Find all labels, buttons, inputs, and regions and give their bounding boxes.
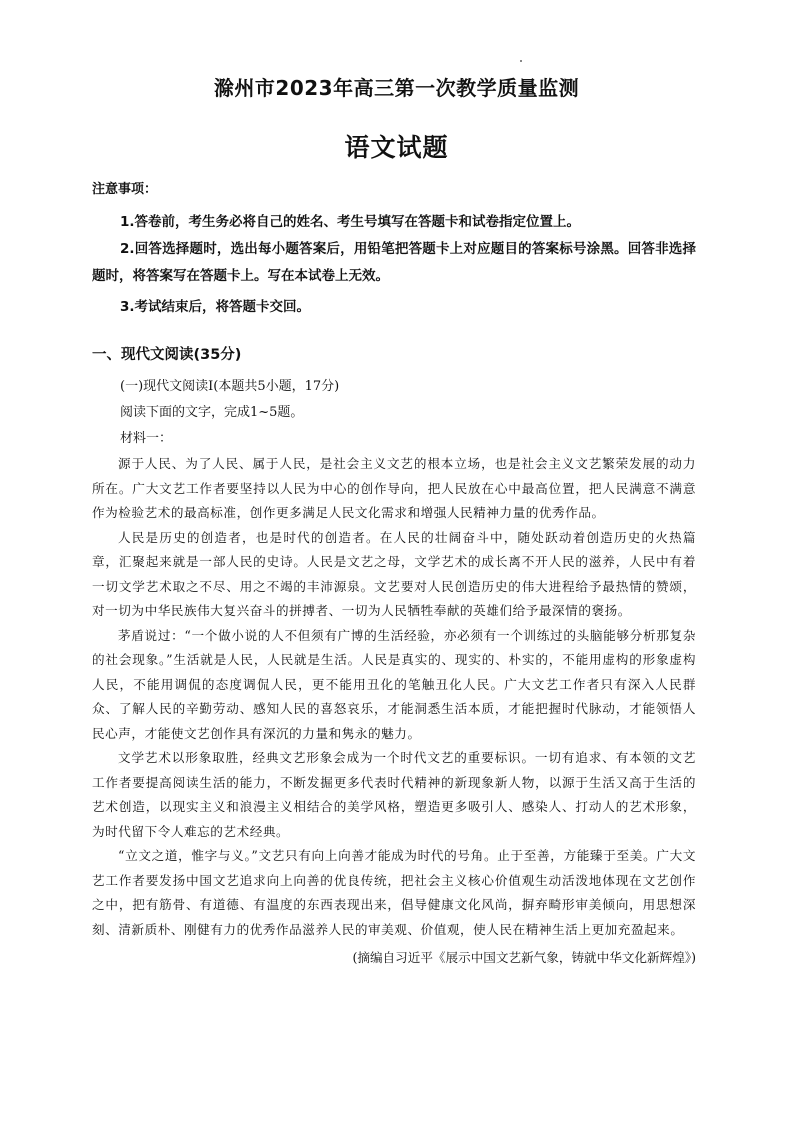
- notice-item: 1.答卷前，考生务必将自己的姓名、考生号填写在答题卡和试卷指定位置上。: [120, 214, 581, 230]
- material-paragraph: 源于人民、为了人民、属于人民，是社会主义文艺的根本立场，也是社会主义文艺繁荣发展的动力所在。广大文艺工作者要坚持以人民为中心的创作导向，把人民放在心中最高位置，把人民满意不满意作为检验艺术的最高标准，创作更多满足人民文化需求和增强人民精神力量的优秀作品。: [92, 456, 696, 520]
- material-paragraph: 文学艺术以形象取胜，经典文艺形象会成为一个时代文艺的重要标识。一切有追求、有本领的文艺工作者要提高阅读生活的能力，不断发掘更多代表时代精神的新现象新人物，以源于生活又高于生活的艺术创造，以现实主义和浪漫主义相结合的美学风格，塑造更多吸引人、感染人、打动人的艺术形象，为时代留下令人难忘的艺术经典。: [92, 750, 696, 839]
- reading-instruction: 阅读下面的文字，完成1~5题。: [120, 405, 304, 420]
- material-paragraph: “立文之道，惟字与义。”文艺只有向上向善才能成为时代的号角。止于至善，方能臻于至美。广大文艺工作者要发扬中国文艺追求向上向善的优良传统，把社会主义核心价值观生动活泼地体现在文艺创作之中，把有筋骨、有道德、有温度的东西表现出来，倡导健康文化风尚，摒弃畸形审美倾向，用思想深刻、清新质朴、刚健有力的优秀作品滋养人民的审美观、价值观，使人民在精神生活上更加充盈起来。: [92, 848, 696, 937]
- material-label: 材料一：: [120, 431, 173, 446]
- notice-heading: 注意事项：: [92, 182, 158, 197]
- scan-mark: [520, 60, 522, 62]
- exam-title: 滁州市2023年高三第一次教学质量监测: [213, 76, 580, 100]
- section-heading: 一、现代文阅读(35分): [92, 347, 242, 363]
- exam-content: [92, 178, 696, 971]
- sub-section-heading: (一)现代文阅读I(本题共5小题，17分): [120, 379, 340, 394]
- material-source: (摘编自习近平《展示中国文艺新气象，铸就中华文化新辉煌》): [352, 950, 696, 965]
- notice-item: 3.考试结束后，将答题卡交回。: [120, 299, 311, 315]
- material-paragraph: 人民是历史的创造者，也是时代的创造者。在人民的壮阔奋斗中，随处跃动着创造历史的火热篇章，汇聚起来就是一部人民的史诗。人民是文艺之母，文学艺术的成长离不开人民的滋养，人民中有着一切文学艺术取之不尽、用之不竭的丰沛源泉。文艺要对人民创造历史的伟大进程给予最热情的赞颂，对一切为中华民族伟大复兴奋斗的拼搏者、一切为人民牺牲奉献的英雄们给予最深情的褒扬。: [92, 529, 696, 618]
- subject-title: 语文试题: [344, 133, 449, 162]
- notice-item: 2.回答选择题时，选出每小题答案后，用铅笔把答题卡上对应题目的答案标号涂黑。回答非选择题时，将答案写在答题卡上。写在本试卷上无效。: [92, 241, 696, 284]
- material-paragraph: 茅盾说过：“一个做小说的人不但须有广博的生活经验，亦必须有一个训练过的头脑能够分析那复杂的社会现象。”生活就是人民，人民就是生活。人民是真实的、现实的、朴实的，不能用虚构的形象虚构人民，不能用调侃的态度调侃人民，更不能用丑化的笔触丑化人民。广大文艺工作者只有深入人民群众、了解人民的辛勤劳动、感知人民的喜怒哀乐，才能洞悉生活本质，才能把握时代脉动，才能领悟人民心声，才能使文艺创作具有深沉的力量和隽永的魅力。: [92, 627, 696, 741]
